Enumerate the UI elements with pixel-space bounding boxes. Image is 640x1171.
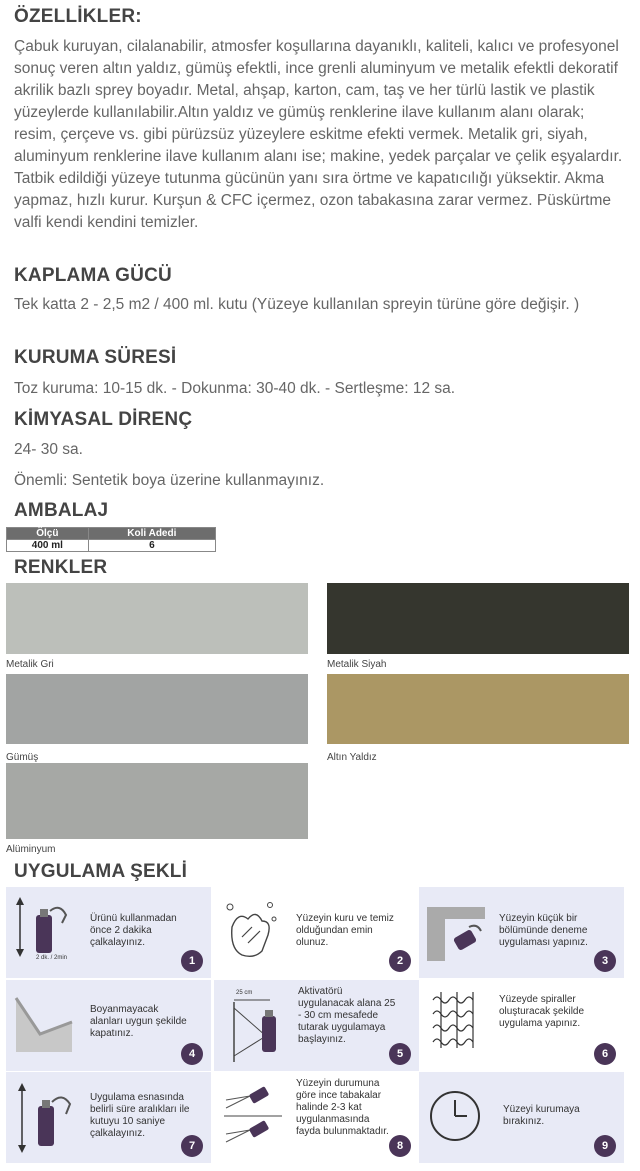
swatch-label: Gümüş [6,752,39,763]
table-header-size: Ölçü [7,528,89,540]
step-5-caption: 25 cm [236,990,253,996]
step-1-text: Ürünü kullanmadan önce 2 dakika çalkalayınız. [90,913,177,948]
distance-spray-icon [220,986,286,1066]
step-1-number: 1 [181,950,203,972]
step-9-number: 9 [594,1135,616,1157]
application-title: UYGULAMA ŞEKLİ [14,861,188,882]
drying-title: KURUMA SÜRESİ [14,347,177,368]
step-8 [214,1072,419,1163]
step-2-text: Yüzeyin kuru ve temiz olduğundan emin olunuz. [296,913,394,948]
layers-spray-icon [220,1084,286,1150]
step-6-number: 6 [594,1043,616,1065]
clean-hands-icon [222,897,282,963]
step-7 [6,1072,211,1163]
step-7-text: Uygulama esnasında belirli süre aralıkları ile kutuyu 10 saniye çalkalayınız. [90,1092,190,1139]
coverage-text: Tek katta 2 - 2,5 m2 / 400 ml. kutu (Yüzeye kullanılan spreyin türüne göre değişir. ) [14,296,580,313]
swatch-metalik-gri [6,583,308,654]
swatch-label: Metalik Gri [6,659,54,670]
step-3-text: Yüzeyin küçük bir bölümünde deneme uygulaması yapınız. [499,913,588,948]
spiral-pattern-icon [427,990,487,1050]
table-cell-box-qty: 6 [88,540,215,552]
test-spray-icon [425,903,489,965]
swatch-gumus [6,674,308,744]
step-6-text: Yüzeyde spiraller oluşturacak şekilde uygulama yapınız. [499,994,585,1029]
packaging-title: AMBALAJ [14,500,109,521]
step-5-text: Aktivatörü uygulanacak alana 25 - 30 cm mesafede tutarak uygulamaya başlayınız. [298,986,396,1045]
chemical-title: KİMYASAL DİRENÇ [14,409,193,430]
swatch-label: Alüminyum [6,844,56,855]
step-6 [419,980,624,1071]
step-4 [6,980,211,1071]
features-text: Çabuk kuruyan, cilalanabilir, atmosfer koşullarına dayanıklı, kaliteli, kalıcı ve profesyonel sonuç veren altın yaldız, gümüş efektli, ince grenli aluminyum ve metalik efektli dekoratif akrilik bazlı sprey boyadır. Metal, ahşap, karton, cam, taş ve her türlü lastik ve plastik yüzeylerde kullanılabilir.Altın yaldız ve gümüş renklerine ilave kullanım alanı olarak; resim, çerçeve vs. gibi pürüzsüz yüzeylere eskitme efekti vermek. Metalik gri, siyah, aluminyum renklerine ilave kullanım alanı ise; makine, yedek parçalar ve çelik eşyalardır. Tatbik edildiği yüzeye tutunma gücünün yanı sıra örtme ve kapatıcılığı yüksektir. Akma yapmaz, hızlı kurur. Kurşun & CFC içermez, ozon tabakasına zarar vermez. Püskürtme valfi kendi kendini temizler. [14,38,623,231]
shake-can-icon [12,1078,78,1158]
drying-text: Toz kuruma: 10-15 dk. - Dokunma: 30-40 dk. - Sertleşme: 12 sa. [14,380,456,397]
coverage-title: KAPLAMA GÜCÜ [14,265,172,286]
step-3 [419,887,624,978]
step-7-number: 7 [181,1135,203,1157]
swatch-altin-yaldiz [327,674,629,744]
step-2 [214,887,419,978]
colors-title: RENKLER [14,557,108,578]
swatch-aluminyum [6,763,308,839]
step-4-text: Boyanmayacak alanları uygun şekilde kapatınız. [90,1004,187,1039]
step-2-number: 2 [389,950,411,972]
step-8-text: Yüzeyin durumuna göre ince tabakalar halinde 2-3 kat uygulanmasında fayda bulunmaktadır. [296,1078,389,1137]
step-1 [6,887,211,978]
step-5 [214,980,419,1071]
step-8-number: 8 [389,1135,411,1157]
swatch-label: Altın Yaldız [327,752,377,763]
packaging-table [6,527,216,552]
step-9-text: Yüzeyi kurumaya bırakınız. [503,1104,580,1127]
clock-icon [427,1088,483,1144]
step-5-number: 5 [389,1043,411,1065]
chemical-text: 24- 30 sa. [14,441,83,458]
note-text: Önemli: Sentetik boya üzerine kullanmayınız. [14,472,325,489]
swatch-label: Metalik Siyah [327,659,387,670]
table-cell-size: 400 ml [7,540,89,552]
features-title: ÖZELLİKLER: [14,6,142,27]
step-1-caption: 2 dk. / 2min [36,955,68,961]
table-row [7,540,216,552]
step-9 [419,1072,624,1163]
table-header-box-qty: Koli Adedi [88,528,215,540]
swatch-metalik-siyah [327,583,629,654]
step-3-number: 3 [594,950,616,972]
step-4-number: 4 [181,1043,203,1065]
mask-corner-icon [14,994,74,1054]
